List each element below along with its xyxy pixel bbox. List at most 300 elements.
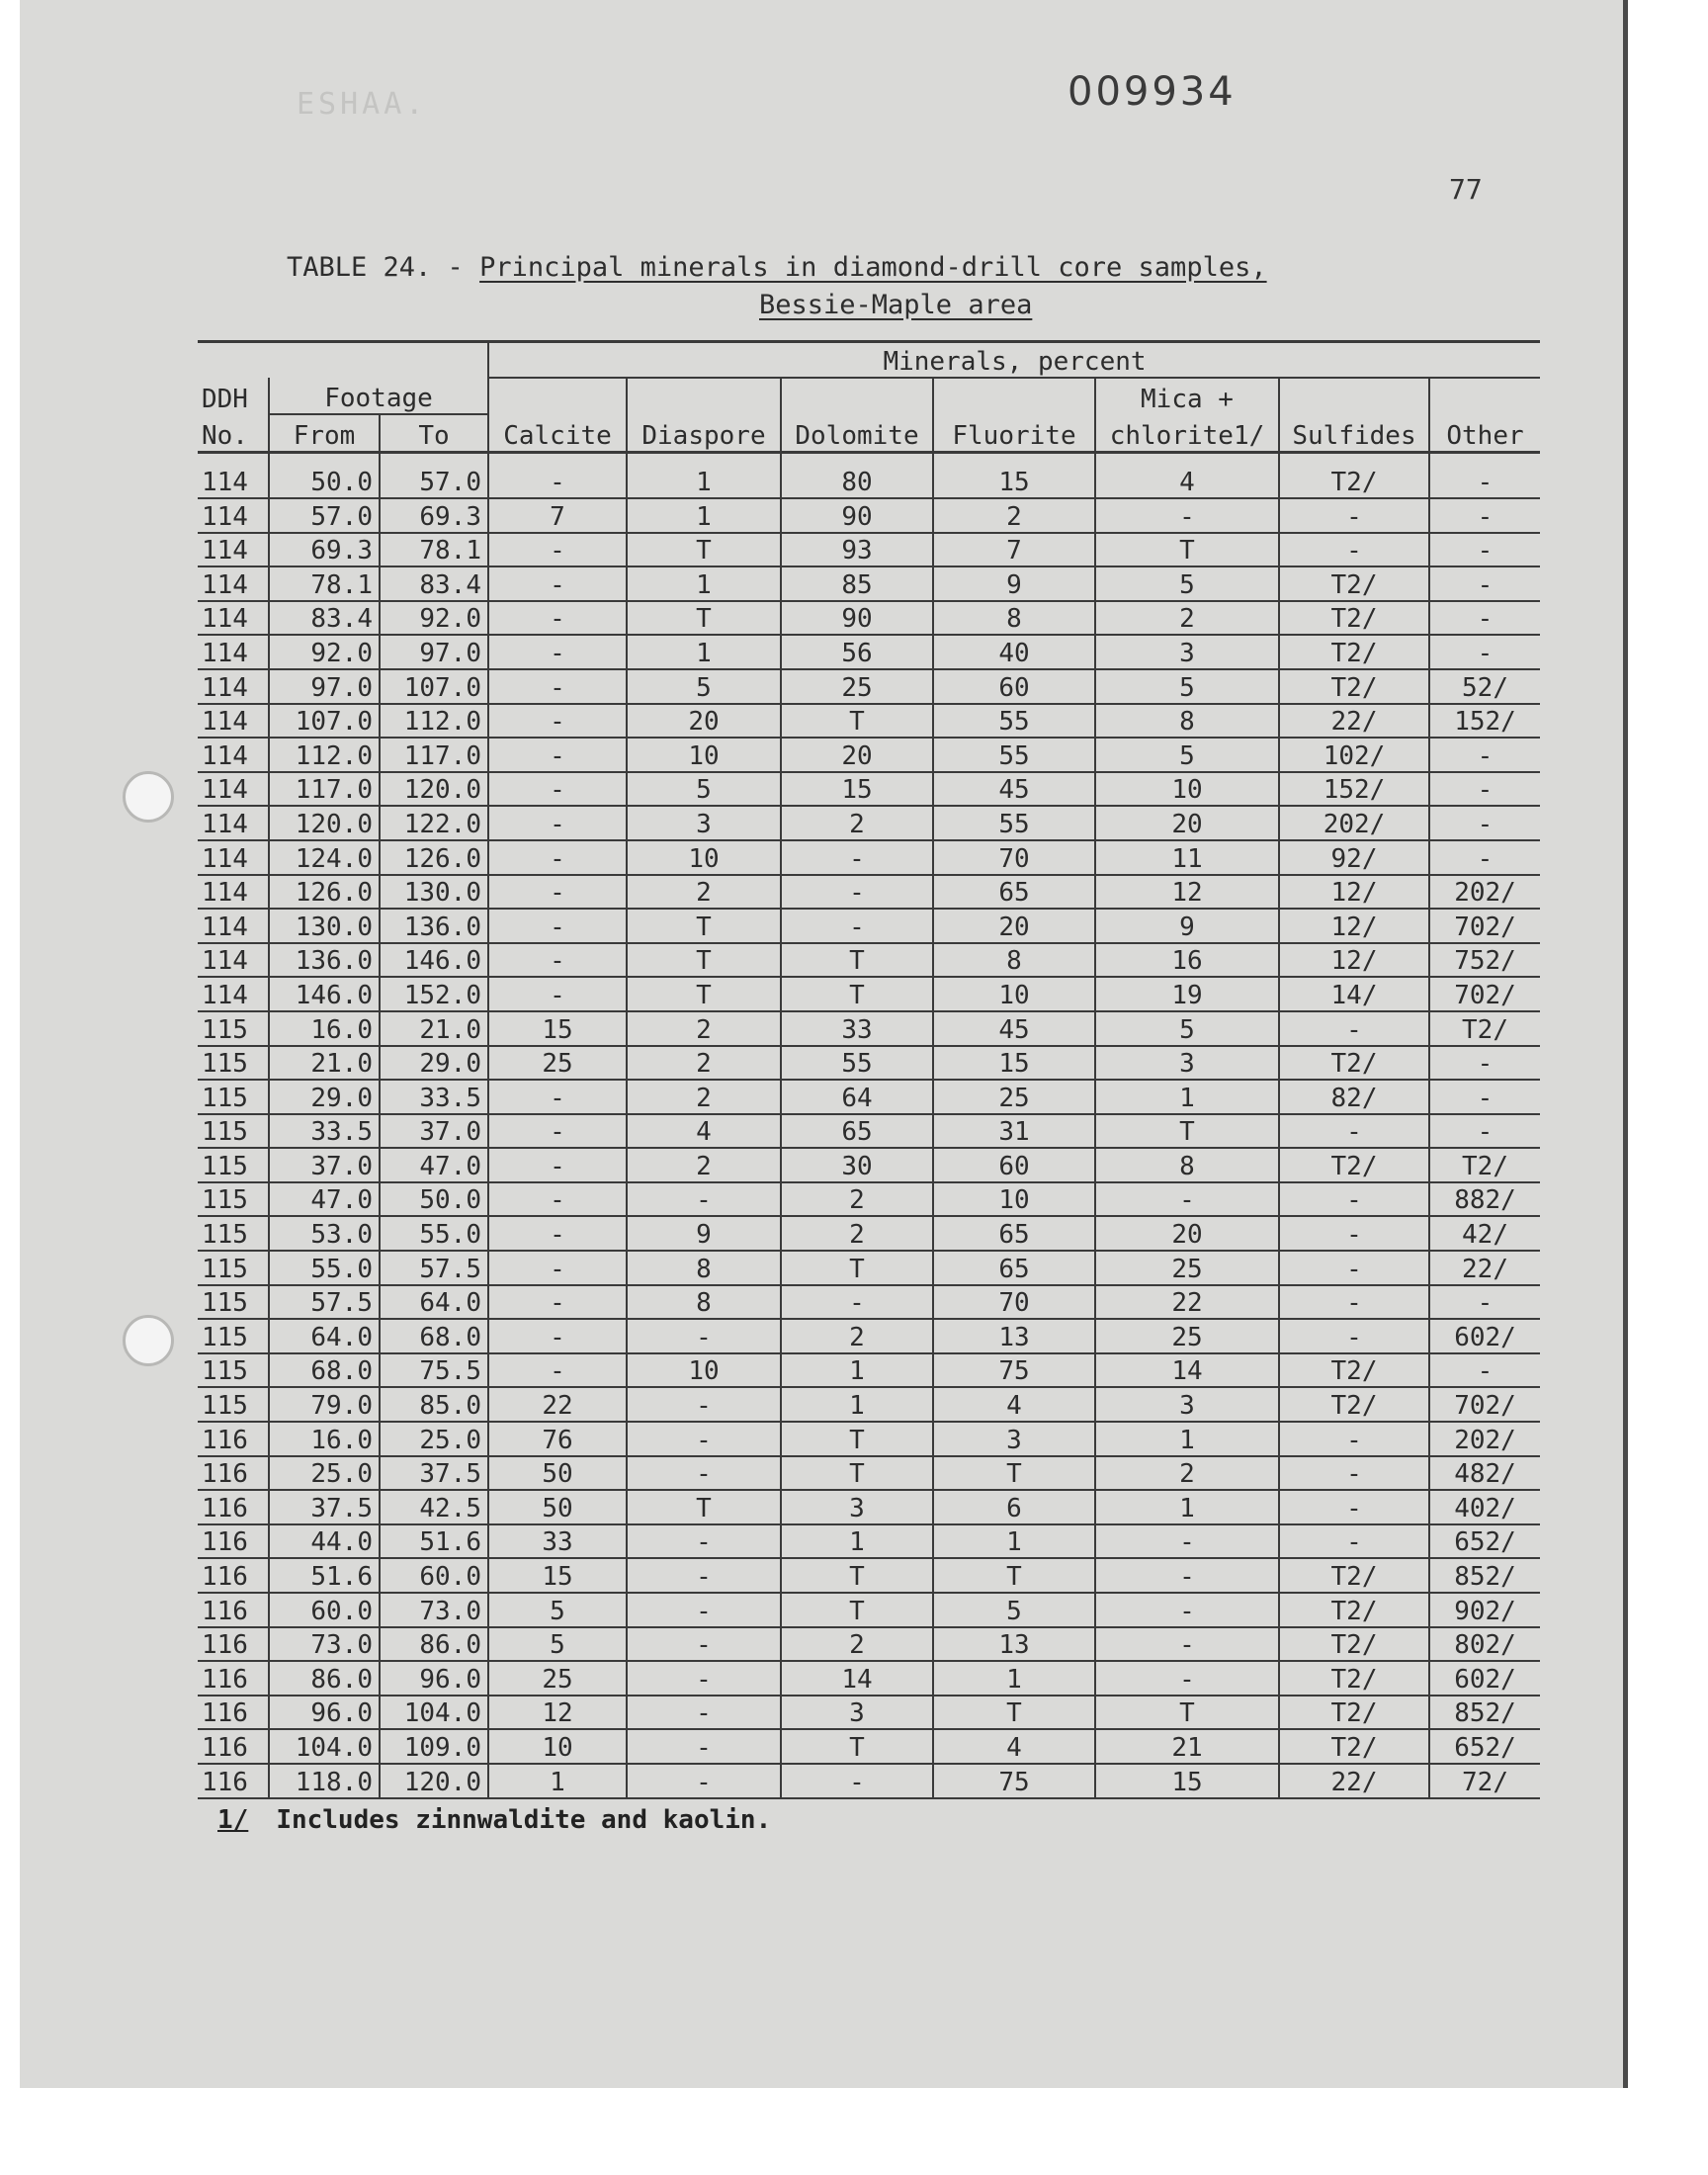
cell-mica-chlorite: 2	[1095, 1456, 1279, 1491]
cell-mica-chlorite: 5	[1095, 669, 1279, 704]
cell-dolomite: T	[781, 1558, 933, 1593]
cell-dolomite: T	[781, 1422, 933, 1456]
cell-mica-chlorite: 16	[1095, 943, 1279, 978]
cell-dolomite: 2	[781, 1182, 933, 1217]
cell-other: 72/	[1429, 1764, 1540, 1798]
cell-footage-from: 136.0	[269, 943, 380, 978]
cell-dolomite: T	[781, 1251, 933, 1285]
page-number: 77	[1449, 173, 1483, 206]
cell-other: -	[1429, 806, 1540, 840]
cell-mica-chlorite: 22	[1095, 1285, 1279, 1320]
cell-footage-to: 104.0	[380, 1696, 488, 1730]
cell-sulfides: 14/	[1279, 977, 1429, 1011]
cell-other: 852/	[1429, 1558, 1540, 1593]
cell-calcite: -	[488, 738, 627, 772]
cell-calcite: -	[488, 1251, 627, 1285]
cell-mica-chlorite: 20	[1095, 1216, 1279, 1251]
cell-dolomite: 80	[781, 453, 933, 499]
cell-sulfides: -	[1279, 533, 1429, 567]
cell-diaspore: -	[627, 1558, 781, 1593]
footnote-text: Includes zinnwaldite and kaolin.	[276, 1805, 772, 1835]
cell-sulfides: T2/	[1279, 1627, 1429, 1662]
cell-ddh-no: 115	[198, 1114, 269, 1149]
cell-footage-to: 126.0	[380, 840, 488, 875]
from-header: From	[269, 414, 380, 453]
cell-footage-to: 78.1	[380, 533, 488, 567]
cell-other: 702/	[1429, 1387, 1540, 1422]
cell-dolomite: T	[781, 704, 933, 739]
table-row	[198, 1182, 1540, 1217]
cell-mica-chlorite: 5	[1095, 1011, 1279, 1046]
footage-header: Footage	[269, 378, 488, 414]
cell-diaspore: 2	[627, 1046, 781, 1081]
cell-other: 902/	[1429, 1593, 1540, 1627]
cell-calcite: -	[488, 1080, 627, 1114]
cell-footage-from: 51.6	[269, 1558, 380, 1593]
cell-ddh-no: 114	[198, 635, 269, 669]
cell-sulfides: T2/	[1279, 1729, 1429, 1764]
cell-fluorite: 55	[933, 704, 1095, 739]
cell-fluorite: 3	[933, 1422, 1095, 1456]
cell-footage-from: 57.5	[269, 1285, 380, 1320]
cell-sulfides: 202/	[1279, 806, 1429, 840]
table-row	[198, 875, 1540, 910]
cell-calcite: -	[488, 977, 627, 1011]
cell-ddh-no: 114	[198, 909, 269, 943]
cell-footage-from: 117.0	[269, 772, 380, 807]
cell-diaspore: 1	[627, 498, 781, 533]
cell-mica-chlorite: 14	[1095, 1353, 1279, 1388]
cell-other: -	[1429, 601, 1540, 636]
cell-dolomite: 25	[781, 669, 933, 704]
cell-footage-from: 86.0	[269, 1661, 380, 1696]
cell-mica-chlorite: 21	[1095, 1729, 1279, 1764]
cell-ddh-no: 115	[198, 1353, 269, 1388]
cell-other: 152/	[1429, 704, 1540, 739]
cell-mica-chlorite: -	[1095, 1593, 1279, 1627]
cell-calcite: -	[488, 1353, 627, 1388]
cell-fluorite: 65	[933, 1251, 1095, 1285]
cell-calcite: -	[488, 840, 627, 875]
cell-fluorite: 1	[933, 1661, 1095, 1696]
cell-footage-to: 69.3	[380, 498, 488, 533]
cell-sulfides: -	[1279, 1251, 1429, 1285]
cell-fluorite: 4	[933, 1729, 1095, 1764]
cell-calcite: 33	[488, 1524, 627, 1559]
cell-footage-from: 50.0	[269, 453, 380, 499]
cell-dolomite: T	[781, 943, 933, 978]
cell-dolomite: T	[781, 977, 933, 1011]
cell-dolomite: 14	[781, 1661, 933, 1696]
cell-other: -	[1429, 840, 1540, 875]
cell-footage-to: 25.0	[380, 1422, 488, 1456]
cell-ddh-no: 114	[198, 601, 269, 636]
cell-sulfides: T2/	[1279, 1148, 1429, 1182]
cell-dolomite: 65	[781, 1114, 933, 1149]
cell-fluorite: 4	[933, 1387, 1095, 1422]
table-row	[198, 1729, 1540, 1764]
cell-footage-from: 92.0	[269, 635, 380, 669]
cell-diaspore: -	[627, 1696, 781, 1730]
document-number: 009934	[1068, 69, 1237, 115]
cell-sulfides: T2/	[1279, 669, 1429, 704]
cell-sulfides: T2/	[1279, 1558, 1429, 1593]
cell-fluorite: 13	[933, 1319, 1095, 1353]
cell-ddh-no: 115	[198, 1011, 269, 1046]
cell-footage-to: 60.0	[380, 1558, 488, 1593]
table-row	[198, 1422, 1540, 1456]
cell-sulfides: 12/	[1279, 943, 1429, 978]
table-title	[287, 249, 1374, 324]
cell-footage-from: 16.0	[269, 1011, 380, 1046]
cell-sulfides: -	[1279, 1114, 1429, 1149]
cell-dolomite: 2	[781, 1627, 933, 1662]
diaspore-header: Diaspore	[627, 414, 781, 453]
cell-ddh-no: 114	[198, 498, 269, 533]
cell-other: T2/	[1429, 1148, 1540, 1182]
cell-calcite: -	[488, 1216, 627, 1251]
cell-other: 702/	[1429, 909, 1540, 943]
table-row	[198, 1558, 1540, 1593]
cell-footage-to: 57.5	[380, 1251, 488, 1285]
cell-calcite: -	[488, 1148, 627, 1182]
title-line-2: Bessie-Maple area	[759, 290, 1033, 320]
cell-other: 752/	[1429, 943, 1540, 978]
table-row	[198, 909, 1540, 943]
cell-diaspore: T	[627, 909, 781, 943]
cell-sulfides: -	[1279, 1182, 1429, 1217]
cell-mica-chlorite: -	[1095, 1524, 1279, 1559]
cell-diaspore: -	[627, 1182, 781, 1217]
cell-sulfides: -	[1279, 1319, 1429, 1353]
cell-diaspore: 3	[627, 806, 781, 840]
ddh-header-line-1: DDH	[202, 385, 248, 414]
footnote-mark: 1/	[217, 1805, 249, 1835]
cell-footage-from: 69.3	[269, 533, 380, 567]
cell-ddh-no: 116	[198, 1661, 269, 1696]
cell-footage-from: 33.5	[269, 1114, 380, 1149]
cell-other: -	[1429, 1114, 1540, 1149]
cell-diaspore: 10	[627, 1353, 781, 1388]
cell-other: -	[1429, 1080, 1540, 1114]
cell-fluorite: 60	[933, 669, 1095, 704]
cell-footage-from: 37.5	[269, 1490, 380, 1524]
cell-ddh-no: 114	[198, 875, 269, 910]
cell-dolomite: T	[781, 1729, 933, 1764]
cell-footage-to: 83.4	[380, 566, 488, 601]
cell-footage-to: 96.0	[380, 1661, 488, 1696]
table-row	[198, 1661, 1540, 1696]
cell-dolomite: 2	[781, 1319, 933, 1353]
cell-other: 602/	[1429, 1661, 1540, 1696]
cell-mica-chlorite: 25	[1095, 1319, 1279, 1353]
cell-ddh-no: 114	[198, 772, 269, 807]
cell-footage-from: 107.0	[269, 704, 380, 739]
cell-ddh-no: 116	[198, 1593, 269, 1627]
cell-mica-chlorite: 8	[1095, 1148, 1279, 1182]
cell-calcite: -	[488, 943, 627, 978]
cell-other: 482/	[1429, 1456, 1540, 1491]
cell-footage-from: 126.0	[269, 875, 380, 910]
cell-sulfides: 12/	[1279, 875, 1429, 910]
cell-footage-from: 55.0	[269, 1251, 380, 1285]
cell-mica-chlorite: -	[1095, 1627, 1279, 1662]
cell-sulfides: -	[1279, 1456, 1429, 1491]
cell-mica-chlorite: 2	[1095, 601, 1279, 636]
cell-dolomite: 1	[781, 1387, 933, 1422]
cell-footage-from: 83.4	[269, 601, 380, 636]
table-row	[198, 453, 1540, 499]
cell-dolomite: 55	[781, 1046, 933, 1081]
cell-dolomite: T	[781, 1456, 933, 1491]
cell-footage-from: 16.0	[269, 1422, 380, 1456]
cell-other: -	[1429, 772, 1540, 807]
cell-dolomite: T	[781, 1593, 933, 1627]
cell-mica-chlorite: 25	[1095, 1251, 1279, 1285]
cell-mica-chlorite: 3	[1095, 1046, 1279, 1081]
cell-dolomite: 1	[781, 1524, 933, 1559]
cell-other: -	[1429, 498, 1540, 533]
cell-footage-to: 33.5	[380, 1080, 488, 1114]
cell-mica-chlorite: 10	[1095, 772, 1279, 807]
cell-footage-to: 120.0	[380, 1764, 488, 1798]
cell-mica-chlorite: 4	[1095, 453, 1279, 499]
cell-calcite: -	[488, 909, 627, 943]
cell-calcite: -	[488, 635, 627, 669]
table-row	[198, 1764, 1540, 1798]
cell-diaspore: 1	[627, 566, 781, 601]
table-row	[198, 772, 1540, 807]
table-row	[198, 1080, 1540, 1114]
cell-footage-from: 57.0	[269, 498, 380, 533]
cell-fluorite: 6	[933, 1490, 1095, 1524]
cell-mica-chlorite: T	[1095, 1696, 1279, 1730]
cell-diaspore: 2	[627, 1148, 781, 1182]
table-row	[198, 498, 1540, 533]
cell-diaspore: 9	[627, 1216, 781, 1251]
cell-sulfides: T2/	[1279, 1387, 1429, 1422]
cell-diaspore: 20	[627, 704, 781, 739]
table-row	[198, 533, 1540, 567]
cell-ddh-no: 115	[198, 1387, 269, 1422]
cell-fluorite: 75	[933, 1353, 1095, 1388]
table-row	[198, 1251, 1540, 1285]
cell-ddh-no: 114	[198, 977, 269, 1011]
cell-diaspore: 5	[627, 669, 781, 704]
cell-calcite: -	[488, 806, 627, 840]
cell-diaspore: 1	[627, 453, 781, 499]
minerals-table	[198, 340, 1540, 1799]
cell-fluorite: 55	[933, 738, 1095, 772]
cell-footage-to: 68.0	[380, 1319, 488, 1353]
cell-calcite: 22	[488, 1387, 627, 1422]
cell-other: -	[1429, 1353, 1540, 1388]
cell-mica-chlorite: -	[1095, 1182, 1279, 1217]
table-row	[198, 1353, 1540, 1388]
cell-calcite: 10	[488, 1729, 627, 1764]
cell-dolomite: 3	[781, 1696, 933, 1730]
cell-other: -	[1429, 453, 1540, 499]
cell-other: 202/	[1429, 875, 1540, 910]
cell-fluorite: 13	[933, 1627, 1095, 1662]
cell-sulfides: -	[1279, 1524, 1429, 1559]
table-row	[198, 977, 1540, 1011]
cell-sulfides: 102/	[1279, 738, 1429, 772]
cell-footage-from: 130.0	[269, 909, 380, 943]
cell-ddh-no: 116	[198, 1456, 269, 1491]
cell-dolomite: 2	[781, 1216, 933, 1251]
cell-other: 42/	[1429, 1216, 1540, 1251]
cell-other: 402/	[1429, 1490, 1540, 1524]
cell-calcite: -	[488, 533, 627, 567]
table-body	[198, 453, 1540, 1798]
cell-dolomite: 20	[781, 738, 933, 772]
cell-footage-to: 64.0	[380, 1285, 488, 1320]
cell-dolomite: -	[781, 840, 933, 875]
cell-calcite: 50	[488, 1456, 627, 1491]
cell-sulfides: 22/	[1279, 1764, 1429, 1798]
table-row	[198, 1456, 1540, 1491]
cell-other: -	[1429, 533, 1540, 567]
cell-ddh-no: 114	[198, 840, 269, 875]
cell-sulfides: -	[1279, 1422, 1429, 1456]
cell-calcite: 50	[488, 1490, 627, 1524]
cell-ddh-no: 116	[198, 1729, 269, 1764]
cell-dolomite: 3	[781, 1490, 933, 1524]
cell-fluorite: 15	[933, 453, 1095, 499]
cell-mica-chlorite: 1	[1095, 1422, 1279, 1456]
cell-dolomite: 56	[781, 635, 933, 669]
cell-footage-to: 85.0	[380, 1387, 488, 1422]
cell-diaspore: -	[627, 1524, 781, 1559]
cell-diaspore: 10	[627, 738, 781, 772]
to-header: To	[380, 414, 488, 453]
cell-dolomite: -	[781, 909, 933, 943]
table-row	[198, 1216, 1540, 1251]
cell-footage-to: 47.0	[380, 1148, 488, 1182]
cell-footage-from: 112.0	[269, 738, 380, 772]
table-row	[198, 1490, 1540, 1524]
cell-footage-from: 96.0	[269, 1696, 380, 1730]
cell-ddh-no: 114	[198, 566, 269, 601]
cell-mica-chlorite: 1	[1095, 1490, 1279, 1524]
cell-other: 882/	[1429, 1182, 1540, 1217]
table-row	[198, 840, 1540, 875]
cell-footage-to: 92.0	[380, 601, 488, 636]
sulfides-header: Sulfides	[1279, 414, 1429, 453]
cell-footage-from: 68.0	[269, 1353, 380, 1388]
cell-sulfides: T2/	[1279, 453, 1429, 499]
cell-sulfides: T2/	[1279, 566, 1429, 601]
cell-sulfides: T2/	[1279, 1046, 1429, 1081]
cell-other: 52/	[1429, 669, 1540, 704]
cell-footage-to: 50.0	[380, 1182, 488, 1217]
cell-diaspore: T	[627, 977, 781, 1011]
cell-fluorite: T	[933, 1558, 1095, 1593]
cell-diaspore: T	[627, 533, 781, 567]
cell-fluorite: 40	[933, 635, 1095, 669]
faded-stamp-text: ESHAA.	[297, 87, 428, 122]
cell-other: 852/	[1429, 1696, 1540, 1730]
cell-other: -	[1429, 1046, 1540, 1081]
cell-footage-from: 60.0	[269, 1593, 380, 1627]
cell-sulfides: -	[1279, 1011, 1429, 1046]
cell-footage-to: 51.6	[380, 1524, 488, 1559]
cell-calcite: 76	[488, 1422, 627, 1456]
cell-other: 802/	[1429, 1627, 1540, 1662]
cell-diaspore: 2	[627, 1080, 781, 1114]
cell-footage-from: 146.0	[269, 977, 380, 1011]
cell-ddh-no: 115	[198, 1148, 269, 1182]
cell-footage-from: 118.0	[269, 1764, 380, 1798]
cell-diaspore: 4	[627, 1114, 781, 1149]
cell-calcite: 15	[488, 1558, 627, 1593]
cell-mica-chlorite: T	[1095, 533, 1279, 567]
cell-fluorite: 65	[933, 1216, 1095, 1251]
cell-footage-to: 136.0	[380, 909, 488, 943]
cell-dolomite: -	[781, 875, 933, 910]
table-row	[198, 669, 1540, 704]
cell-ddh-no: 116	[198, 1490, 269, 1524]
cell-mica-chlorite: T	[1095, 1114, 1279, 1149]
cell-diaspore: -	[627, 1422, 781, 1456]
cell-footage-from: 29.0	[269, 1080, 380, 1114]
cell-ddh-no: 114	[198, 943, 269, 978]
cell-ddh-no: 114	[198, 704, 269, 739]
cell-ddh-no: 114	[198, 453, 269, 499]
cell-diaspore: T	[627, 1490, 781, 1524]
cell-ddh-no: 116	[198, 1764, 269, 1798]
title-line-1: Principal minerals in diamond-drill core samples,	[479, 252, 1267, 283]
cell-other: 652/	[1429, 1729, 1540, 1764]
cell-dolomite: -	[781, 1285, 933, 1320]
cell-diaspore: T	[627, 601, 781, 636]
cell-sulfides: -	[1279, 1216, 1429, 1251]
table-row	[198, 1593, 1540, 1627]
cell-ddh-no: 114	[198, 533, 269, 567]
cell-calcite: 5	[488, 1627, 627, 1662]
cell-ddh-no: 116	[198, 1422, 269, 1456]
cell-footage-to: 109.0	[380, 1729, 488, 1764]
calcite-header: Calcite	[488, 414, 627, 453]
cell-fluorite: 8	[933, 943, 1095, 978]
cell-dolomite: 85	[781, 566, 933, 601]
cell-other: T2/	[1429, 1011, 1540, 1046]
cell-diaspore: -	[627, 1319, 781, 1353]
cell-calcite: -	[488, 1285, 627, 1320]
cell-mica-chlorite: 19	[1095, 977, 1279, 1011]
cell-footage-from: 53.0	[269, 1216, 380, 1251]
cell-calcite: -	[488, 669, 627, 704]
cell-sulfides: -	[1279, 498, 1429, 533]
cell-fluorite: 9	[933, 566, 1095, 601]
cell-footage-from: 47.0	[269, 1182, 380, 1217]
cell-fluorite: 7	[933, 533, 1095, 567]
cell-calcite: -	[488, 772, 627, 807]
cell-ddh-no: 116	[198, 1696, 269, 1730]
table-row	[198, 635, 1540, 669]
cell-dolomite: 90	[781, 498, 933, 533]
minerals-percent-header: Minerals, percent	[488, 342, 1540, 379]
cell-mica-chlorite: 9	[1095, 909, 1279, 943]
cell-other: 702/	[1429, 977, 1540, 1011]
cell-other: -	[1429, 635, 1540, 669]
cell-sulfides: -	[1279, 1490, 1429, 1524]
cell-fluorite: 65	[933, 875, 1095, 910]
cell-mica-chlorite: -	[1095, 498, 1279, 533]
cell-sulfides: 22/	[1279, 704, 1429, 739]
cell-fluorite: 5	[933, 1593, 1095, 1627]
